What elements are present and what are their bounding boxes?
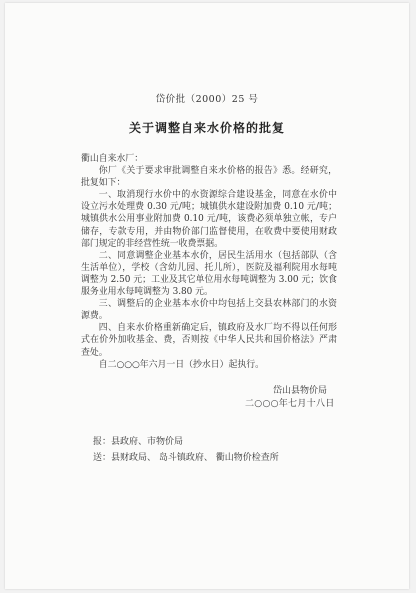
signature-date: 二○○○年七月十八日 (245, 399, 335, 409)
document-number: 岱价批（2000）25 号 (155, 94, 259, 105)
paragraph-item-1: 一、取消现行水价中的水资源综合建设基金，同意在水价中设立污水处理费 0.30 元/吨；城镇供水建设附加费 0.10 元/吨；城镇供水公用事业附加费 0.10 元/吨，该费必须单独立帐，专户储存，专款专用，并由物价部门监督使用，在收费中要使用财政部门规定的非经营性统一收费票据。 (81, 190, 337, 249)
paragraph-effective-date: 自二○○○年六月一日（抄水日）起执行。 (98, 359, 265, 370)
salutation: 衢山自来水厂： (81, 154, 144, 164)
signature-org: 岱山县物价局 (273, 386, 328, 396)
distribution-block (93, 434, 279, 466)
report-to: 报：县政府、市物价局 (93, 437, 184, 447)
copy-to: 送：县财政局、 岛斗镇政府、 衢山物价检查所 (93, 453, 279, 463)
paragraph-item-4: 四、自来水价格重新确定后，镇政府及水厂均不得以任何形式在价外加收基金、费，否则按《中华人民共和国价格法》严肃查处。 (81, 323, 337, 358)
paragraph-item-2: 二、同意调整企业基本水价，居民生活用水（包括部队（含生活单位），学校（含幼儿园、托儿所），医院及福利院用水每吨调整为 2.50 元；工业及其它单位用水每吨调整为 3.00 元；饮食服务业用水每吨调整为 3.80 元。 (81, 250, 337, 298)
document-page (5, 3, 409, 589)
document-body (81, 153, 337, 371)
paragraph-item-3: 三、调整后的企业基本水价中均包括上交县农林部门的水资源费。 (81, 299, 337, 322)
document-title: 关于调整自来水价格的批复 (128, 121, 285, 135)
paragraph-intro: 你厂《关于要求审批调整自来水价格的报告》悉。经研究，批复如下： (81, 166, 337, 189)
signature-block (245, 385, 365, 411)
